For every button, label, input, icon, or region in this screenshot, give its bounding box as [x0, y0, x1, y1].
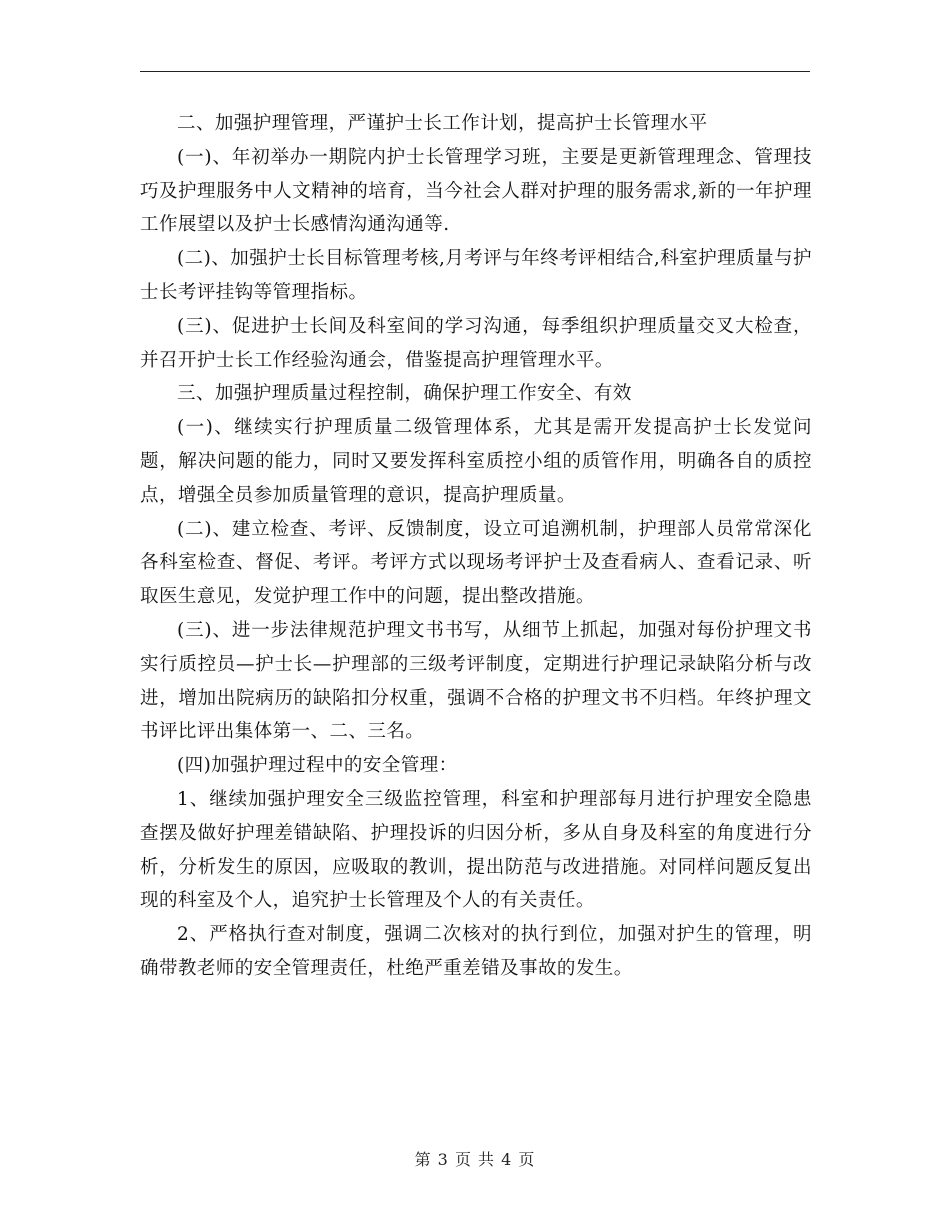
- header-rule: [140, 71, 810, 72]
- paragraph: (三)、促进护士长间及科室间的学习沟通，每季组织护理质量交叉大检查，并召开护士长工作经验沟通会，借鉴提高护理管理水平。: [140, 315, 812, 371]
- paragraph: 2、严格执行查对制度，强调二次核对的执行到位，加强对护生的管理，明确带教老师的安全管理责任，杜绝严重差错及事故的发生。: [140, 924, 812, 979]
- paragraph: (一)、继续实行护理质量二级管理体系，尤其是需开发提高护士长发觉问题，解决问题的能力，同时又要发挥科室质控小组的质管作用，明确各自的质控点，增强全员参加质量管理的意识，提高护理质量。: [140, 417, 812, 506]
- document-body: [140, 107, 812, 986]
- paragraph: (一)、年初举办一期院内护士长管理学习班，主要是更新管理理念、管理技巧及护理服务中人文精神的培育，当今社会人群对护理的服务需求,新的一年护理工作展望以及护士长感情沟通沟通等.: [140, 146, 812, 236]
- page-number: 第 3 页 共 4 页: [414, 1150, 536, 1169]
- paragraph: (二)、建立检查、考评、反馈制度，设立可追溯机制，护理部人员常常深化各科室检查、督促、考评。考评方式以现场考评护士及查看病人、查看记录、听取医生意见，发觉护理工作中的问题，提出整改措施。: [140, 518, 812, 608]
- paragraph: (四)加强护理过程中的安全管理：: [177, 755, 458, 777]
- paragraph: (二)、加强护士长目标管理考核,月考评与年终考评相结合,科室护理质量与护士长考评挂钩等管理指标。: [140, 248, 812, 303]
- paragraph: (三)、进一步法律规范护理文书书写，从细节上抓起，加强对每份护理文书实行质控员—护士长—护理部的三级考评制度，定期进行护理记录缺陷分析与改进，增加出院病历的缺陷扣分权重，强调不合格的护理文书不归档。年终护理文书评比评出集体第一、二、三名。: [140, 619, 812, 743]
- paragraph: 二、加强护理管理，严谨护士长工作计划，提高护士长管理水平: [177, 113, 708, 134]
- paragraph: 三、加强护理质量过程控制，确保护理工作安全、有效: [177, 383, 632, 405]
- paragraph: 1、继续加强护理安全三级监控管理，科室和护理部每月进行护理安全隐患查摆及做好护理差错缺陷、护理投诉的归因分析，多从自身及科室的角度进行分析，分析发生的原因，应吸取的教训，提出防范与改进措施。对同样问题反复出现的科室及个人，追究护士长管理及个人的有关责任。: [140, 788, 812, 912]
